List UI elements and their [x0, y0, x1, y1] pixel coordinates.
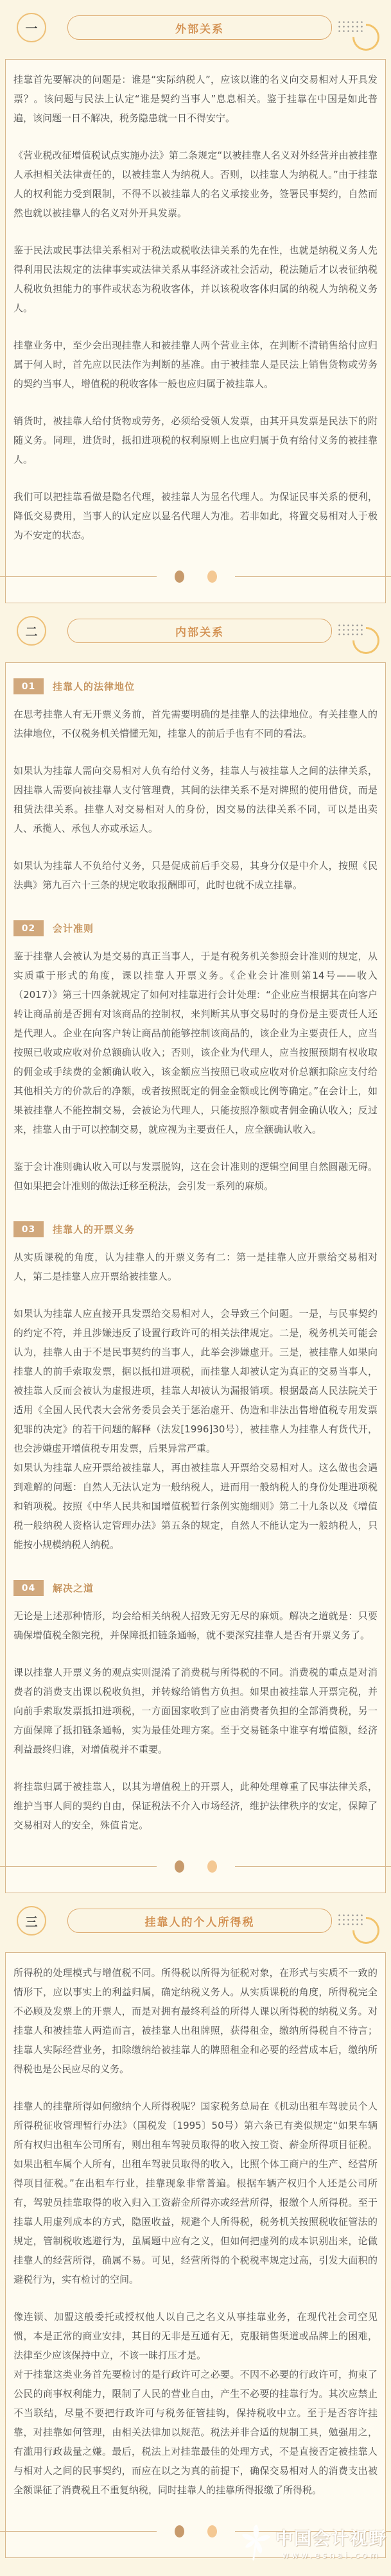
paragraph: 《营业税改征增值税试点实施办法》第二条规定“以被挂靠人名义对外经营并由被挂靠人承担相关法律责任的，以被挂靠人为纳税人。否则，以挂靠人为纳税人。”由于挂靠人的权利能力受到限制，不得不以被挂靠人的名义承接业务，签署民事契约，自然而然也就以被挂靠人的名义对外开具发票。	[13, 146, 378, 223]
paragraph: 鉴于挂靠人会被认为是交易的真正当事人，于是有税务机关参照会计准则的规定，从实质重于形式的角度，课以挂靠人开票义务。《企业会计准则第14号——收入（2017）》第三十四条就规定了如何对挂靠进行会计处理：“企业应当根据其在向客户转让商品前是否拥有对该商品的控制权，来判断其从事交易时的身份是主要责任人还是代理人。企业在向客户转让商品前能够控制该商品的，该企业为主要责任人，应当按照已收或应收对价总额确认收入；否则，该企业为代理人，应当按照预期有权收取的佣金或手续费的金额确认收入，该金额应当按照已收或应收对价总额扣除应支付给其他相关方的价款后的净额，或者按照既定的佣金金额或比例等确定。”在会计上，如果被挂靠人不能控制交易，会被论为代理人，只能按照净额或者佣金确认收入；反过来，挂靠人由于可以控制交易，就应视为主要责任人，应全额确认收入。	[13, 947, 378, 1139]
divider-dot-dark	[175, 571, 184, 583]
subsection-number-badge: 03	[13, 1221, 44, 1237]
paragraph: 所得税的处理模式与增值税不同。所得税以所得为征税对象，在形式与实质不一致的情形下，应以事实上的利益归属，确定纳税义务人。从实质课税的角度，所得税完全不必顾及发票上的开票人，而是对拥有最终利益的所得人课以所得税的纳税义务。对挂靠人和被挂靠人两造而言，被挂靠人出租牌照，获得租金，缴纳所得税自不待言；挂靠人实际经营业务，扣除缴纳给被挂靠人的牌照租金和必要的经营成本后，缴纳所得税也是公民应尽的义务。	[13, 1963, 378, 2079]
section-card-income-tax	[5, 1952, 386, 2558]
section-header-external	[0, 0, 391, 50]
divider-line	[235, 1866, 391, 1867]
esnai-flower-icon	[239, 2523, 273, 2562]
subsection-title: 会计准则	[53, 922, 94, 935]
section-number-glyph: 一	[25, 19, 37, 37]
subsection-header-01	[13, 678, 378, 694]
paragraph: 我们可以把挂靠看做是隐名代理，被挂靠人为显名代理人。为保证民事关系的便利，降低交易费用，当事人的认定应以显名代理人为准。若非如此，将置交易相对人于极为不安定的状态。	[13, 487, 378, 545]
paragraph: 像连锁、加盟这般委托或授权他人以自己之名义从事挂靠业务，在现代社会司空见惯，本是正常的商业安排，其目的无非是互通有无，克服销售渠道或品牌上的困难，法律至少应该保持中立，不该一昧打压才是。	[13, 2307, 378, 2365]
section-number-glyph: 二	[25, 623, 37, 640]
header-ornament	[337, 618, 385, 663]
paragraph: 挂靠首先要解决的问题是：谁是“实际纳税人”，应该以谁的名义向交易相对人开具发票？。该问题与民法上认定“谁是契约当事人”息息相关。鉴于挂靠在中国是如此普遍，该问题一日不解决，税务隐患就一日不得安宁。	[13, 70, 378, 128]
paragraph: 鉴于会计准则确认收入可以与发票脱钩，这在会计准则的逻辑空间里自然圆融无碍。但如果把会计准则的做法迁移至税法，会引发一系列的麻烦。	[13, 1157, 378, 1196]
subsection-header-02	[13, 920, 378, 936]
subsection-title: 挂靠人的法律地位	[53, 680, 135, 693]
paragraph: 无论是上述那种情形，均会给相关纳税人招致无穷无尽的麻烦。解决之道就是：只要确保增值税全额完税，并保障抵扣链条通畅，就不要深究挂靠人是否有开票义务了。	[13, 1606, 378, 1645]
paragraph: 挂靠业务中，至少会出现挂靠人和被挂靠人两个营业主体，在判断不清销售给付应归属于何人时，首先应以民法作为判断的基准。由于被挂靠人是民法上销售货物或劳务的契约当事人，增值税的税收客体一般也应归属于被挂靠人。	[13, 336, 378, 393]
subsection-header-04	[13, 1580, 378, 1596]
brand-watermark	[0, 2523, 387, 2562]
section-title-pill-2	[67, 619, 332, 643]
header-ornament	[337, 15, 385, 60]
paragraph: 挂靠人的挂靠所得如何缴纳个人所得税呢？国家税务总局在《机动出租车驾驶员个人所得税征收管理暂行办法》（国税发〔1995〕50号）第六条已有类似规定“如果车辆所有权归出租车公司所有，则出租车驾驶员取得的收入按工资、薪金所得项目征税。如果出租车属个人所有，出租车驾驶员取得的收入，比照个体工商户的生产、经营所得项目征税。”在出租车行业，挂靠现象非常普遍。根据车辆产权归个人还是公司所有，驾驶员挂靠取得的收入归入工资薪金所得亦或经营所得，报缴个人所得税。至于挂靠人用虚列成本的方式，隐匿收益，规避个人所得税，税务机关按照税收征管法的规定，管制税收逃避行为，虽属题中应有之义，但如何把虚列的成本识别出来，论做挂靠人的经营所得，确属不易。可见，经营所得的个税税率规定过高，引发大面积的避税行为，实有检讨的空间。	[13, 2097, 378, 2289]
paragraph: 课以挂靠人开票义务的观点实则混淆了消费税与所得税的不同。消费税的重点是对消费者的消费支出课以税收负担，并转嫁给销售方负担。如果由被挂靠人开票完税，并向前手索取发票抵扣进项税，一方面国家收到了应由消费者负担的全部消费税，另一方面保障了抵扣链条通畅，实为最佳处理方案。至于交易链条中谁享有增值额，经济利益最终归谁，对增值税并不重要。	[13, 1663, 378, 1759]
section-number-circle-1	[17, 13, 46, 42]
paragraph: 对于挂靠这类业务首先要检讨的是行政许可之必要。不因不必要的行政许可，拘束了公民的商事权利能力，限制了人民的营业自由，产生不必要的挂靠行为。其次应禁止不当联结，尽量不要把行政许可与税务征管挂钩，保持税收中立。至于是否容许挂靠，对挂靠如何管理，由相关法律加以规范。税法并非合适的规制工具，勉强用之，有滥用行政裁量之嫌。最后，税法上对挂靠最佳的处理方式，不是直接否定被挂靠人与相对人之间的民事契约，而应在以之为真的前提下，确保交易相对人的消费支出被全额课征了消费税且不重复纳税，同时挂靠人的挂靠所得报缴了所得税。	[13, 2365, 378, 2500]
paragraph: 将挂靠归属于被挂靠人，以其为增值税上的开票人，此种处理尊重了民事法律关系，维护当事人间的契约自由，保证税法不介入市场经济，维护法律秩序的安定，保障了交易相对人的安全，殊值肯定。	[13, 1777, 378, 1835]
section-divider	[0, 1855, 391, 1877]
subsection-number-badge: 02	[13, 920, 44, 936]
subsection-number-badge: 01	[13, 678, 44, 694]
subsection-header-03	[13, 1221, 378, 1237]
subsection-title: 解决之道	[53, 1581, 94, 1595]
section-title-pill-1	[67, 15, 332, 40]
section-card-external	[5, 59, 386, 603]
section-title: 挂靠人的个人所得税	[145, 1913, 255, 1929]
section-card-internal	[5, 662, 386, 1893]
header-ornament	[337, 1908, 385, 1953]
divider-dot-dark	[175, 1860, 184, 1873]
divider-line	[235, 576, 391, 577]
section-number-glyph: 三	[25, 1912, 37, 1930]
paragraph: 销货时，被挂靠人给付货物或劳务，必须给受领人发票，由其开具发票是民法下的附随义务。同理，进货时，抵扣进项税的权利原则上也应归属于负有给付义务的被挂靠人。	[13, 411, 378, 469]
paragraph: 鉴于民法或民事法律关系相对于税法或税收法律关系的先在性，也就是纳税义务人先得利用民法规定的法律事实或法律关系从事经济或社会活动，税法随后才以表征纳税人税收负担能力的事件或状态为税收客体，并以该税收客体归属的纳税人为纳税义务人。	[13, 241, 378, 318]
bottom-spacer	[0, 2567, 391, 2576]
section-divider	[0, 565, 391, 587]
paragraph: 如果认为挂靠人应开票给被挂靠人，再由被挂靠人开票给交易相对人。这么做也会遇到难解的问题：自然人无法认定为一般纳税人，进而用一般纳税人的身份处理进项税和销项税。按照《中华人民共和国增值税暂行条例实施细则》第二十九条以及《增值税一般纳税人资格认定管理办法》第五条的规定，自然人不能认定为一般纳税人，只能按小规模纳税人纳税。	[13, 1458, 378, 1554]
brand-text	[275, 2525, 387, 2561]
divider-line	[0, 576, 157, 577]
brand-site-url: www.esnai.com	[282, 2551, 380, 2561]
section-header-internal	[0, 603, 391, 653]
section-title: 外部关系	[175, 20, 224, 36]
paragraph: 从实质课税的角度，认为挂靠人的开票义务有二：第一是挂靠人应开票给交易相对人，第二是挂靠人应开票给被挂靠人。	[13, 1248, 378, 1286]
section-title-pill-3	[67, 1909, 332, 1933]
section-header-income-tax	[0, 1893, 391, 1943]
paragraph: 在思考挂靠人有无开票义务前，首先需要明确的是挂靠人的法律地位。有关挂靠人的法律地位，不仅税务机关懵懂无知，挂靠人的前后手也有不同的看法。	[13, 705, 378, 743]
divider-dot-light	[207, 1860, 217, 1873]
paragraph: 如果认为挂靠人不负给付义务，只是促成前后手交易，其身分仅是中介人，按照《民法典》第九百六十三条的规定收取报酬即可，此时也就不成立挂靠。	[13, 856, 378, 895]
subsection-title: 挂靠人的开票义务	[53, 1223, 135, 1236]
paragraph: 如果认为挂靠人需向交易相对人负有给付义务，挂靠人与被挂靠人之间的法律关系，因挂靠人需要向被挂靠人支付管理费，其间的法律关系不是对牌照的使用借贷，而是租赁法律关系。挂靠人对交易相对人的身份，因交易的法律关系不同，可以是出卖人、承揽人、承包人亦或承运人。	[13, 761, 378, 838]
divider-line	[0, 1866, 157, 1867]
section-title: 内部关系	[175, 623, 224, 639]
brand-site-name: 中国会计视野	[275, 2525, 387, 2550]
divider-dot-light	[207, 571, 217, 583]
paragraph: 如果认为挂靠人应直接开具发票给交易相对人，会导致三个问题。一是，与民事契约的约定不符，并且涉嫌违反了设置行政许可的相关法律规定。二是，税务机关可能会认为，挂靠人由于不是民事契约的当事人，此举会涉嫌虚开。三是，被挂靠人如果向挂靠人的前手索取发票，据以抵扣进项税，而挂靠人却被认定为真正的交易当事人，被挂靠人反而会被认为虚报进项，挂靠人却被认为漏报销项。根据最高人民法院关于适用《全国人民代表大会常务委员会关于惩治虚开、伪造和非法出售增值税专用发票犯罪的决定》的若干问题的解释（法发[1996]30号），被挂靠人为挂靠人有货代开，也会涉嫌虚开增值税专用发票，后果异常严重。	[13, 1304, 378, 1458]
subsection-number-badge: 04	[13, 1580, 44, 1596]
section-number-circle-3	[17, 1906, 46, 1936]
section-number-circle-2	[17, 616, 46, 646]
